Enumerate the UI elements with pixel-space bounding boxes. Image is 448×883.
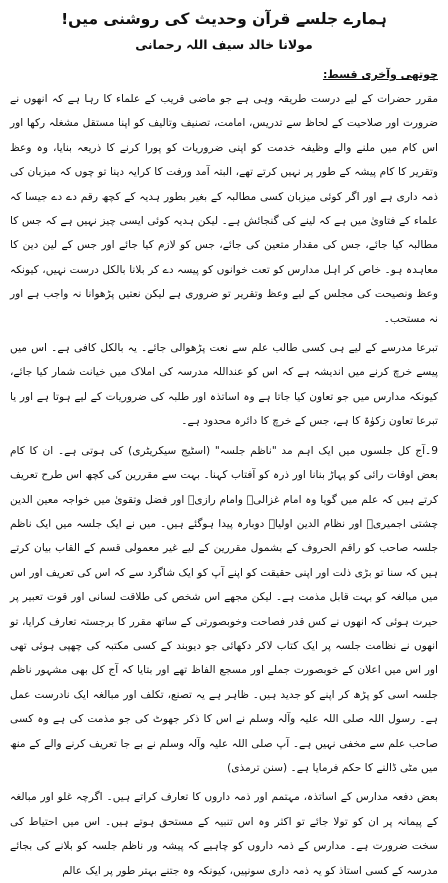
article-subheading: چوتھی وآخری قسط: [322,68,438,81]
paragraph: تبرعا مدرسے کے لیے ہی کسی طالب علم سے نعت پڑھوالی جائے۔ یہ بالکل کافی ہے۔ اس میں پیسے خرچ کرنے میں اندیشہ ہے کہ اس کو عنداللہ مدرسہ کی املاک میں خیانت شمار کیا جائے، کیونکہ مدارس میں جو تعاون کیا جاتا ہے وہ اساتذہ اور طلبہ کی ضروریات کے لیے ہوتا ہے اور یا تبرعا تعاون زکوٰۃ کا ہے، جس کے خرچ کا دائرہ محدود ہے۔ [10,342,438,428]
paragraph: مقرر حضرات کے لیے درست طریقہ وہی ہے جو ماضی قریب کے علماء کا رہا ہے کہ انھوں نے ضرورت اور صلاحیت کے لحاظ سے تدریس، امامت، تصنیف وتالیف کو اپنا مستقل مشغلہ رکھا اور اس کام میں ملنے والے وظیفہ خدمت کو اپنی ضروریات کو پورا کرنے کا ذریعہ بنایا، وہ وعظ وتقریر کا کام پیشہ کے طور پر نہیں کرتے تھے، البتہ آمد ورفت کا کرایہ دینا تو چوں کہ میزبان کی ذمہ داری ہے اور اگر کوئی میزبان کسی مطالبہ کے بغیر بطور ہدیہ کے کچھ رقم دے دے جیسا کہ علماء کے فتاویٰ میں ہے کہ لینے کی گنجائش ہے۔ لیکن ہدیہ کوئی ایسی چیز نہیں ہے کہ جس کا مطالبہ کیا جائے، جس کی مقدار متعین کی جائے، جس کو لازم کیا جائے اور جس کے لین دین کا معاہدہ ہو۔ خاص کر اہل مدارس کو تعت خوانوں کو پیسہ دے کر بلانا بالکل درست نہیں، کیونکہ وعظ ونصیحت کی مجلس کے لیے وعظ وتقریر تو ضروری ہے لیکن نعتیں پڑھوانا نہ واجب ہے اور نہ مستحب۔ [10,93,438,325]
article-title: ہمارے جلسے قرآن وحدیث کی روشنی میں! [61,10,387,28]
article [10,6,438,883]
article-body [10,87,438,883]
paragraph: بعض دفعہ مدارس کے اساتذہ، مہتمم اور ذمہ داروں کا تعارف کراتے ہیں۔ اگرچہ غلو اور مبالغہ کے پیمانہ پر ان کو تولا جائے تو اکثر وہ اس تنبیہ کے مستحق ہوتے ہیں۔ اس میں احتیاط کی سخت ضرورت ہے۔ مدارس کے ذمہ داروں کو چاہیے کہ پیشہ ور ناظم جلسہ کو بلانے کی بجائے مدرسہ کے کسی استاذ کو یہ ذمہ داری سونپیں، کیونکہ وہ جتنے بہتر طور پر ایک عالم [10,791,438,877]
author-name: مولانا خالد سیف اللہ رحمانی [135,37,313,52]
paragraph: 9۔آج کل جلسوں میں ایک اہم مد "ناظم جلسہ" (اسٹیج سیکریٹری) کی ہوتی ہے۔ ان کا کام بعض اوقات رائی کو پہاڑ بنانا اور ذرہ کو آفتاب کہنا۔ بہت سے مقررین کی کچھ اس طرح تعریف کرتے ہیں کہ علم میں گویا وہ امام غزالیؒ وامام رازیؒ اور فضل وتقویٰ میں خواجہ معین الدین چشتی اجمیریؒ اور نظام الدین اولیاؒ دوبارہ پیدا ہوگئے ہیں۔ میں نے ایک جلسہ میں ایک ناظم جلسہ صاحب کو راقم الحروف کے بشمول مقررین کے لیے غیر معمولی قسم کے القاب بیان کرتے ہیں کہ سنا تو بڑی ذلت اور اپنی حقیقت کو اپنے آپ کو ایک شاگرد سے کہ اس کی تعریف اور اس میں مبالغہ کو بہت قابل مذمت ہے۔ لیکن مجھے اس شخص کی طلاقت لسانی اور قوت تعبیر پر حیرت ہوئی کہ انھوں نے کس قدر فصاحت وخوبصورتی کے ساتھ مقرر کا برجستہ تعارف کرایا، تو انھوں نے نظامت جلسہ پر ایک کتاب لاکر دکھائی جو دیوبند کے کسی مکتبہ کی چھپی ہوئی تھی اور اس میں اعلان کے خوبصورت جملے اور مسجع الفاظ تھے اور بتایا کہ آج کل بھی مشہور ناظم جلسہ اسی کو پڑھ کر اپنے کو جدید ہیں۔ ظاہر ہے یہ تصنع، تکلف اور مبالغہ ایک نادرست عمل ہے۔ رسول اللہ صلی اللہ علیہ وآلہ وسلم نے اس کا ذکر جھوٹ کی جو مذمت کی ہے وہ کسی صاحب علم سے مخفی نہیں ہے۔ آپ صلی اللہ علیہ وآلہ وسلم نے بے جا تعریف کرنے والے کے منھ میں مٹی ڈالنے کا حکم فرمایا ہے۔ (سنن ترمذی) [10,444,438,774]
